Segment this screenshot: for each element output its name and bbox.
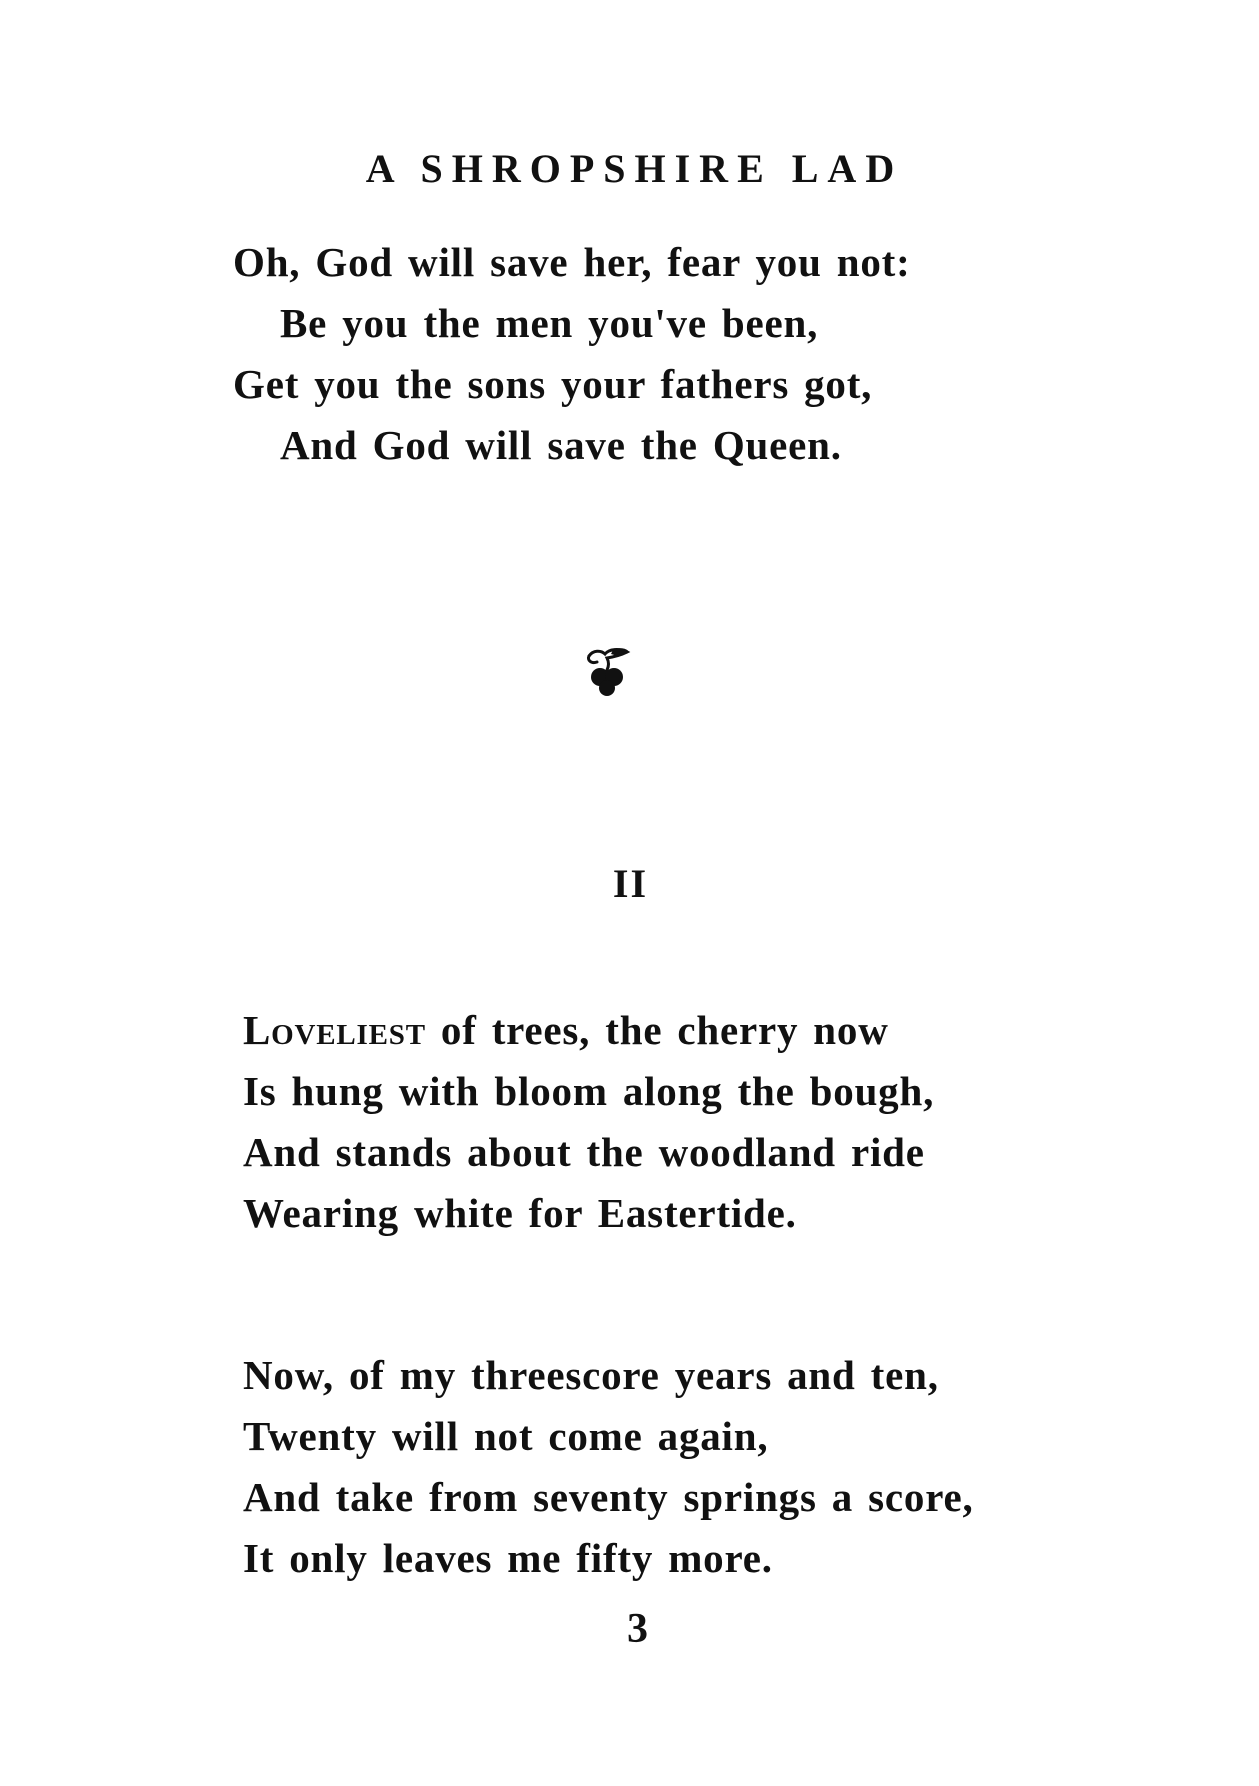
stanza-2 (243, 1000, 934, 1244)
verse-line: Oh, God will save her, fear you not: (233, 239, 911, 285)
verse-line (243, 1000, 934, 1061)
verse-line: It only leaves me fifty more. (243, 1535, 773, 1581)
verse-line: And God will save the Queen. (280, 422, 842, 468)
verse-line: Is hung with bloom along the bough, (243, 1068, 935, 1114)
cherry-fleuron-icon (583, 646, 631, 698)
verse-line: Wearing white for Eastertide. (243, 1190, 797, 1236)
verse-line: And stands about the woodland ride (243, 1129, 925, 1175)
opening-word: Loveliest (243, 1007, 426, 1053)
verse-line: Now, of my threescore years and ten, (243, 1352, 939, 1398)
stanza-1 (233, 232, 911, 476)
page-number: 3 (627, 1606, 648, 1652)
verse-line: And take from seventy springs a score, (243, 1474, 974, 1520)
section-numeral: II (612, 861, 649, 906)
verse-line: Be you the men you've been, (280, 300, 819, 346)
verse-line: Twenty will not come again, (243, 1413, 769, 1459)
verse-line: Get you the sons your fathers got, (233, 361, 873, 407)
stanza-3 (243, 1345, 974, 1589)
first-line-rest: of trees, the cherry now (425, 1007, 889, 1053)
running-head: A SHROPSHIRE LAD (365, 146, 904, 191)
